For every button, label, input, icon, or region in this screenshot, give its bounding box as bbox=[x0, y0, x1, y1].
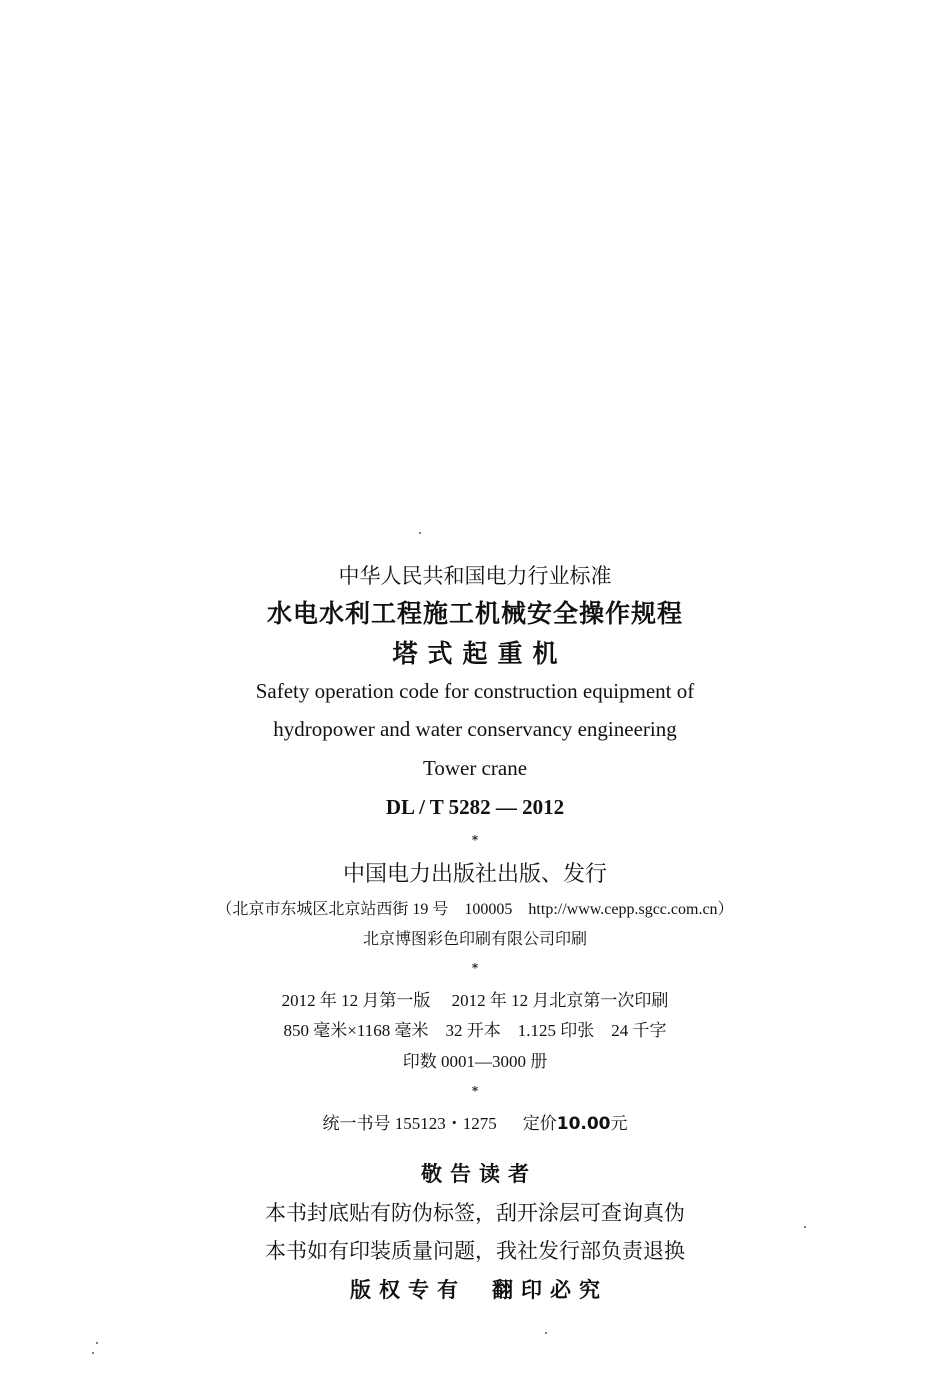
price-label: 定价 bbox=[522, 1114, 557, 1133]
scan-speck bbox=[419, 532, 421, 534]
printer: 北京博图彩色印刷有限公司印刷 bbox=[362, 929, 587, 948]
copyright-line bbox=[0, 1280, 950, 1301]
book-number-line bbox=[0, 1115, 950, 1133]
subtitle-zh: 塔式起重机 bbox=[392, 639, 568, 668]
notice-title: 敬告读者 bbox=[421, 1162, 537, 1186]
title-en-line1: Safety operation code for construction equipment of bbox=[255, 679, 695, 703]
separator-star: * bbox=[471, 961, 479, 975]
notice-line-returns: 本书如有印装质量问题，我社发行部负责退换 bbox=[265, 1239, 685, 1263]
book-number: 统一书号 155123・1275 bbox=[322, 1114, 497, 1133]
publisher: 中国电力出版社出版、发行 bbox=[342, 862, 607, 887]
price-value: 10.00 bbox=[556, 1114, 611, 1134]
standard-code: DL / T 5282 — 2012 bbox=[385, 795, 565, 819]
separator-star: * bbox=[471, 833, 479, 847]
title-zh: 水电水利工程施工机械安全操作规程 bbox=[266, 599, 683, 628]
scan-speck bbox=[804, 1226, 806, 1228]
price-unit: 元 bbox=[610, 1114, 628, 1133]
scan-speck bbox=[545, 1332, 547, 1334]
format-info: 850 毫米×1168 毫米 32 开本 1.125 印张 24 千字 bbox=[283, 1021, 667, 1040]
copyright-no-reprint: 翻印必究 bbox=[492, 1278, 608, 1302]
scan-speck bbox=[92, 1352, 94, 1354]
notice-line-anti-counterfeit: 本书封底贴有防伪标签，刮开涂层可查询真伪 bbox=[265, 1201, 685, 1225]
separator-star: * bbox=[471, 1084, 479, 1098]
scan-speck bbox=[96, 1342, 98, 1344]
standard-header: 中华人民共和国电力行业标准 bbox=[338, 564, 612, 588]
print-run: 印数 0001—3000 册 bbox=[402, 1052, 548, 1071]
copyright-reserved: 版权专有 bbox=[350, 1278, 466, 1302]
title-en-line2: hydropower and water conservancy engineering bbox=[273, 717, 677, 741]
subtitle-en: Tower crane bbox=[422, 756, 528, 780]
publisher-address: （北京市东城区北京站西街 19 号 100005 http://www.cepp.sgcc.com.cn） bbox=[216, 901, 734, 918]
edition-info: 2012 年 12 月第一版 2012 年 12 月北京第一次印刷 bbox=[281, 991, 669, 1010]
